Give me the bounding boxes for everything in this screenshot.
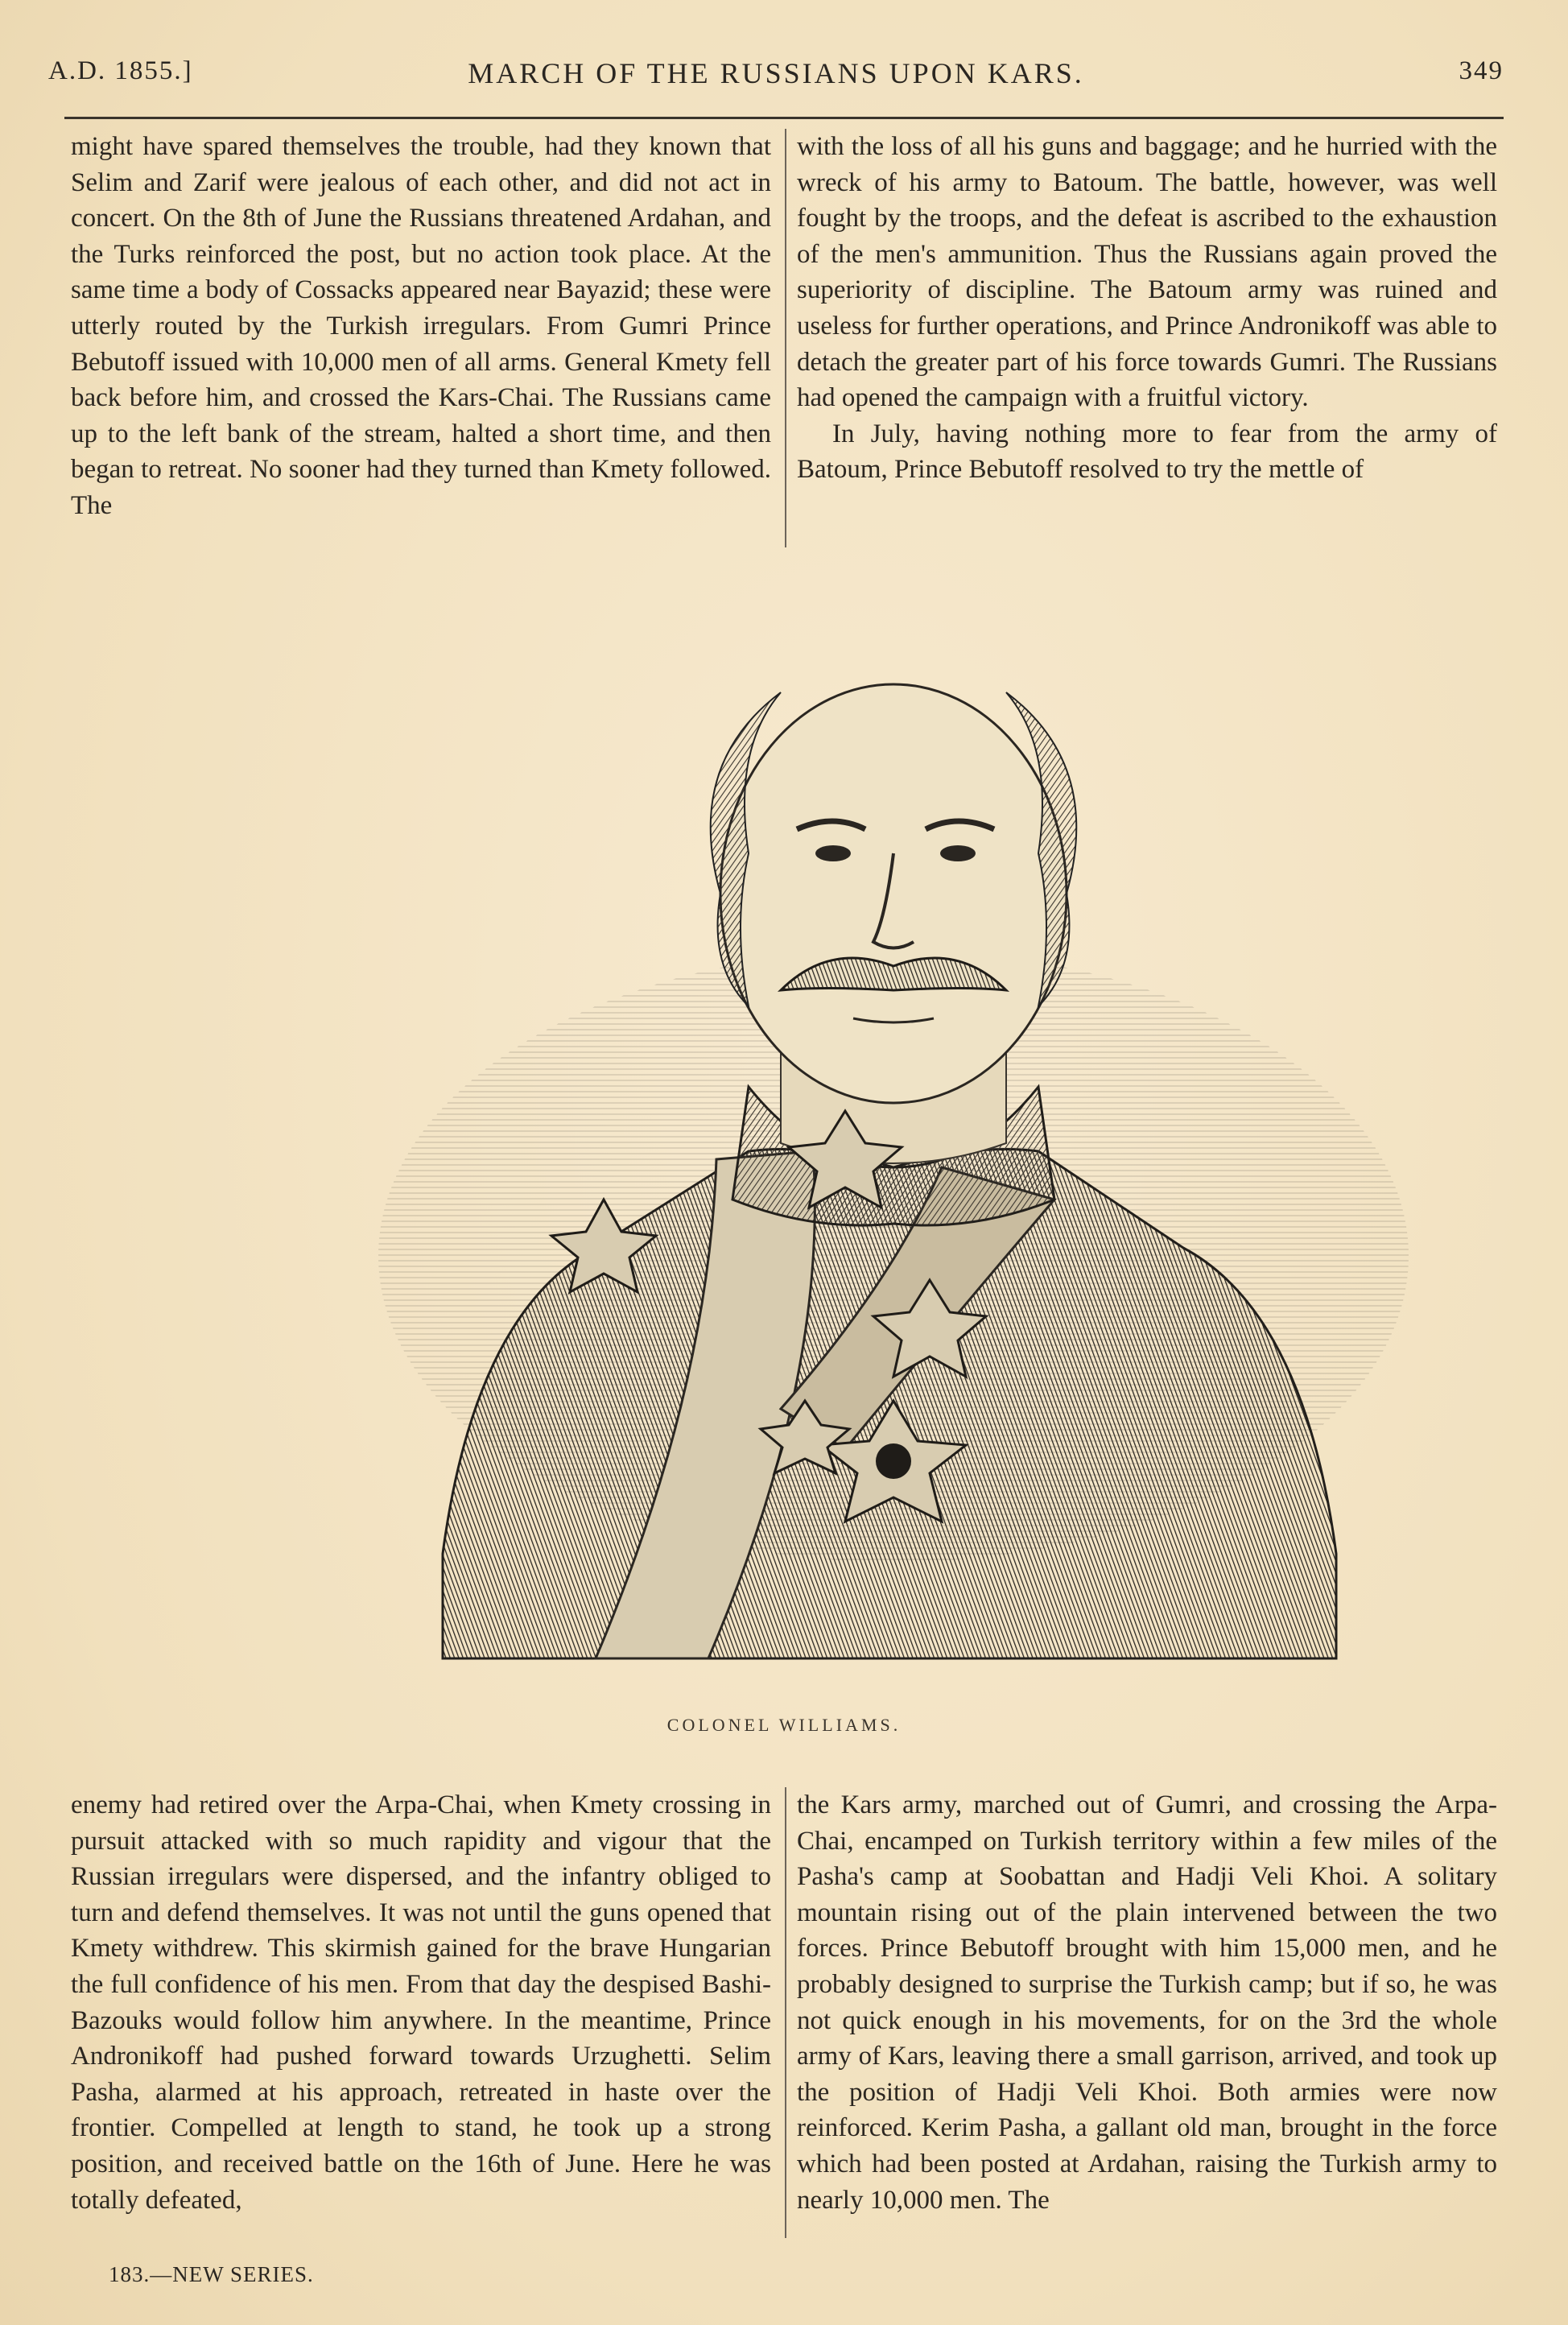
paragraph: In July, having nothing more to fear from the army of Batoum, Prince Bebutoff resolved to try the mettle of [797,419,1497,485]
header-rule [64,117,1504,119]
header-date: A.D. 1855.] [48,56,193,85]
figure-caption: COLONEL WILLIAMS. [666,1715,902,1735]
portrait-engraving [330,588,1449,1683]
paragraph: with the loss of all his guns and baggage; and he hurried with the wreck of his army to Batoum. The battle, however, was well fought by the troops, and the defeat is ascribed to the exhaustion of the men's ammunition. Thus the Russians again proved the superiority of discipline. The Batoum army was ruined and useless for further operations, and Prince Andronikoff was able to detach the greater part of his force towards Gumri. The Russians had opened the campaign with a fruitful victory. [797,132,1497,413]
paragraph: the Kars army, marched out of Gumri, and crossing the Arpa-Chai, encamped on Turkish territory within a few miles of the Pasha's camp at Soobattan and Hadji Veli Khoi. A solitary mountain rising out of the plain intervened between the two forces. Prince Bebutoff brought with him 15,000 men, and he probably designed to surprise the Turkish camp; but if so, he was not quick enough in his movements, for on the 3rd the whole army of Kars, leaving there a small garrison, arrived, and took up the position of Hadji Veli Khoi. Both armies were now reinforced. Kerim Pasha, a gallant old man, brought in the force which had been posted at Ardahan, raising the Turkish army to nearly 10,000 men. The [797,1790,1497,2215]
column-divider [785,1787,786,2238]
text-column-top-right [797,129,1497,488]
footer-series: 183.—NEW SERIES. [109,2262,314,2286]
text-column-bottom-left [71,1787,771,2218]
page-number: 349 [1459,56,1504,85]
face [720,684,1067,1103]
text-column-bottom-right [797,1787,1497,2218]
running-head [48,56,1504,97]
column-divider [785,129,786,547]
text-column-top-left [71,129,771,524]
paragraph: enemy had retired over the Arpa-Chai, when Kmety crossing in pursuit attacked with so much rapidity and vigour that the Russian irregulars were dispersed, and the infantry obliged to turn and defend themselves. It was not until the guns opened that Kmety withdrew. This skirmish gained for the brave Hungarian the full confidence of his men. From that day the despised Bashi-Bazouks would follow him anywhere. In the meantime, Prince Andronikoff had pushed forward towards Urzughetti. Selim Pasha, alarmed at his approach, retreated in haste over the frontier. Compelled at length to stand, he took up a strong position, and received battle on the 16th of June. Here he was totally defeated, [71,1790,771,2215]
page-title: MARCH OF THE RUSSIANS UPON KARS. [468,57,1084,89]
paragraph: might have spared themselves the trouble, had they known that Selim and Zarif were jealous of each other, and did not act in concert. On the 8th of June the Russians threatened Ardahan, and the Turks reinforced the post, but no action took place. At the same time a body of Cossacks appeared near Bayazid; these were utterly routed by the Turkish irregulars. From Gumri Prince Bebutoff issued with 10,000 men of all arms. General Kmety fell back before him, and crossed the Kars-Chai. The Russians came up to the left bank of the stream, halted a short time, and then began to retreat. No sooner had they turned than Kmety followed. The [71,132,771,520]
